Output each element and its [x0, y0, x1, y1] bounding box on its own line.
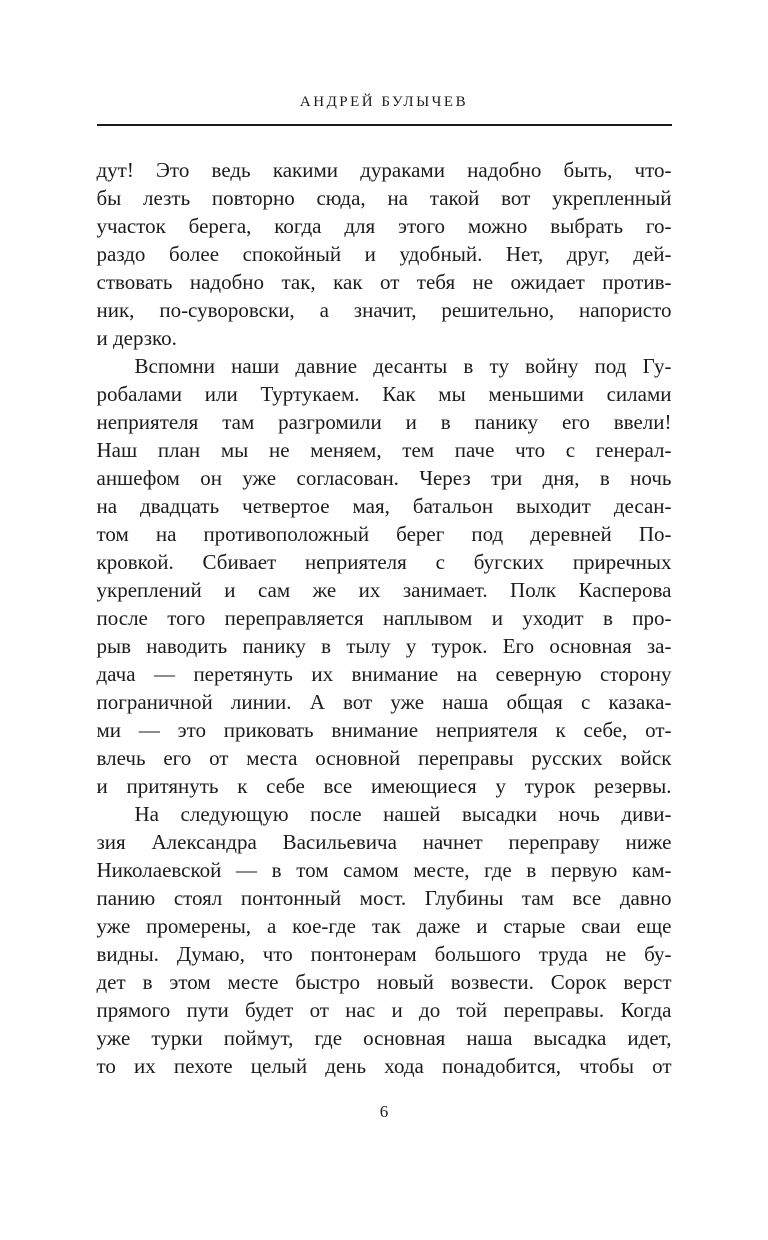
- text-line: Николаевской — в том самом месте, где в первую кам-: [96, 858, 672, 882]
- running-head: АНДРЕЙ БУЛЫЧЕВ: [299, 94, 469, 110]
- text-line: робалами или Туртукаем. Как мы меньшими силами: [96, 382, 672, 406]
- text-line: На следующую после нашей высадки ночь диви-: [134, 802, 672, 826]
- paragraph: [97, 800, 672, 1080]
- page-body: [97, 156, 672, 1080]
- text-line: рыв наводить панику в тылу у турок. Его основная за-: [96, 634, 672, 658]
- text-line: кровкой. Сбивает неприятеля с бугских приречных: [96, 550, 672, 574]
- text-line: уже турки поймут, где основная наша высадка идет,: [96, 1026, 672, 1050]
- text-line: ми — это приковать внимание неприятеля к себе, от-: [96, 718, 672, 742]
- text-line: бы лезть повторно сюда, на такой вот укрепленный: [96, 186, 672, 210]
- text-line: Вспомни наши давние десанты в ту войну под Гу-: [134, 354, 672, 378]
- text-line: дут! Это ведь какими дураками надобно быть, что-: [96, 158, 672, 182]
- text-line: то их пехоте целый день хода понадобится, чтобы от: [96, 1054, 672, 1078]
- paragraph: [97, 352, 672, 800]
- text-line: на двадцать четвертое мая, батальон выходит десан-: [96, 494, 672, 518]
- text-line: зия Александра Васильевича начнет переправу ниже: [96, 830, 672, 854]
- page-header: [0, 94, 768, 126]
- text-line: панию стоял понтонный мост. Глубины там все давно: [96, 886, 672, 910]
- text-line: ник, по-суворовски, а значит, решительно, напористо: [96, 298, 672, 322]
- text-line: и притянуть к себе все имеющиеся у турок резервы.: [96, 774, 672, 798]
- text-line: уже промерены, а кое-где так даже и старые сваи еще: [96, 914, 672, 938]
- text-line: том на противоположный берег под деревней По-: [96, 522, 672, 546]
- text-line: укреплений и сам же их занимает. Полк Касперова: [96, 578, 672, 602]
- text-line: видны. Думаю, что понтонерам большого труда не бу-: [96, 942, 672, 966]
- text-line: ствовать надобно так, как от тебя не ожидает против-: [96, 270, 672, 294]
- text-line: участок берега, когда для этого можно выбрать го-: [96, 214, 672, 238]
- text-line: неприятеля там разгромили и в панику его ввели!: [96, 410, 672, 434]
- text-line: Наш план мы не меняем, тем паче что с генерал-: [96, 438, 672, 462]
- page-number: 6: [379, 1102, 389, 1121]
- text-line: после того переправляется наплывом и уходит в про-: [96, 606, 672, 630]
- paragraph: [97, 156, 672, 352]
- page-footer: [0, 1102, 768, 1122]
- text-line: раздо более спокойный и удобный. Нет, друг, дей-: [96, 242, 672, 266]
- text-line: и дерзко.: [96, 326, 177, 350]
- text-line: пограничной линии. А вот уже наша общая с казака-: [96, 690, 672, 714]
- header-rule: [97, 124, 672, 126]
- text-line: аншефом он уже согласован. Через три дня, в ночь: [96, 466, 672, 490]
- text-line: дача — перетянуть их внимание на северную сторону: [96, 662, 672, 686]
- text-line: влечь его от места основной переправы русских войск: [96, 746, 672, 770]
- text-line: дет в этом месте быстро новый возвести. Сорок верст: [96, 970, 672, 994]
- text-line: прямого пути будет от нас и до той переправы. Когда: [96, 998, 672, 1022]
